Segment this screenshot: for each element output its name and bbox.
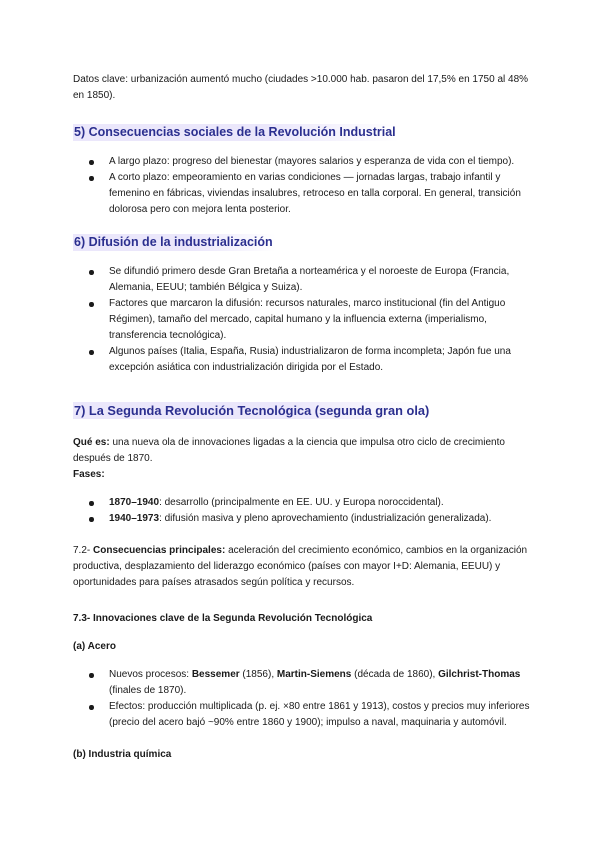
- phase-text: : difusión masiva y pleno aprovechamiento (industrialización generalizada).: [159, 513, 492, 524]
- fases-list: [73, 495, 533, 527]
- bullet-icon: [89, 517, 94, 522]
- list-item-text: A corto plazo: empeoramiento en varias condiciones — jornadas largas, trabajo infantil y femenino en fábricas, viviendas insalubres, retroceso en talla corporal. En general, transición dolorosa pero con mejora lenta posterior.: [109, 172, 521, 215]
- list-item-text: Factores que marcaron la difusión: recursos naturales, marco institucional (fin del Antiguo Régimen), tamaño del mercado, capital humano y la influencia externa (imperialismo, transferencia tecnológica).: [109, 298, 506, 341]
- bullet-icon: [89, 302, 94, 307]
- list-item: [73, 296, 533, 344]
- acero-subheading: (a) Acero: [73, 641, 116, 652]
- acero-text: (1856),: [239, 669, 277, 680]
- key-data-label: Datos clave:: [73, 74, 129, 85]
- acero-text: Nuevos procesos:: [109, 669, 192, 680]
- process-name: Martin-Siemens: [276, 669, 352, 680]
- que-es-paragraph: [73, 435, 533, 467]
- bullet-icon: [89, 270, 94, 275]
- quimica-subheading: (b) Industria química: [73, 749, 172, 760]
- phase-years: 1940–1973: [109, 513, 160, 524]
- section-6-list: [73, 264, 533, 376]
- key-data-text: urbanización aumentó mucho (ciudades >10.000 hab. pasaron del 17,5% en 1750 al 48% en 1850).: [73, 74, 529, 101]
- acero-text: Efectos: producción multiplicada (p. ej. ×80 entre 1861 y 1913), costos y precios muy inferiores (precio del acero bajó ~90% entre 1860 y 1900); impulso a naval, maquinaria y automóvil.: [109, 701, 530, 728]
- que-es-text: una nueva ola de innovaciones ligadas a la ciencia que impulsa otro ciclo de crecimiento después de 1870.: [73, 437, 505, 464]
- key-data-paragraph: [73, 72, 533, 104]
- acero-text: (finales de 1870).: [109, 685, 187, 696]
- phase-years: 1870–1940: [109, 497, 160, 508]
- consequences-label: Consecuencias principales:: [93, 545, 226, 556]
- consequences-paragraph: [73, 543, 533, 591]
- list-item-text: A largo plazo: progreso del bienestar (mayores salarios y esperanza de vida con el tiempo).: [109, 156, 515, 167]
- list-item: [73, 699, 533, 731]
- acero-text: (década de 1860),: [351, 669, 439, 680]
- list-item: [73, 170, 533, 218]
- list-item: [73, 264, 533, 296]
- bullet-icon: [89, 350, 94, 355]
- list-item: [73, 511, 533, 527]
- section-7-heading: 7) La Segunda Revolución Tecnológica (segunda gran ola): [73, 402, 432, 419]
- section-5-list: [73, 154, 533, 218]
- process-name: Gilchrist-Thomas: [438, 669, 521, 680]
- bullet-icon: [89, 705, 94, 710]
- document-content: [73, 72, 533, 775]
- fases-label-paragraph: [73, 467, 533, 483]
- list-item: [73, 154, 533, 170]
- consequences-text: aceleración del crecimiento económico, cambios en la organización productiva, desplazamiento del liderazgo económico (países con mayor I+D: Alemania, EEUU) y oportunidades para países atrasados según política y recursos.: [73, 545, 528, 588]
- innovations-subheading: 7.3- Innovaciones clave de la Segunda Revolución Tecnológica: [73, 613, 373, 624]
- list-item: [73, 667, 533, 699]
- que-es-label: Qué es:: [73, 437, 110, 448]
- bullet-icon: [89, 673, 94, 678]
- section-5-heading: 5) Consecuencias sociales de la Revolución Industrial: [73, 124, 399, 141]
- list-item-text: Se difundió primero desde Gran Bretaña a norteamérica y el noroeste de Europa (Francia, Alemania, EEUU; también Bélgica y Suiza).: [109, 266, 510, 293]
- process-name: Bessemer: [191, 669, 240, 680]
- section-5-heading-wrap: [73, 124, 533, 142]
- bullet-icon: [89, 501, 94, 506]
- list-item: [73, 344, 533, 376]
- list-item-text: Algunos países (Italia, España, Rusia) industrializaron de forma incompleta; Japón fue una excepción asiática con industrialización dirigida por el Estado.: [109, 346, 511, 373]
- fases-label: Fases:: [73, 469, 105, 480]
- phase-text: : desarrollo (principalmente en EE. UU. y Europa noroccidental).: [159, 497, 444, 508]
- acero-list: [73, 667, 533, 731]
- list-item: [73, 495, 533, 511]
- bullet-icon: [89, 176, 94, 181]
- consequences-prefix: 7.2-: [73, 545, 94, 556]
- section-6-heading-wrap: [73, 234, 533, 252]
- section-7-heading-wrap: [73, 402, 533, 421]
- section-6-heading: 6) Difusión de la industrialización: [73, 234, 276, 251]
- bullet-icon: [89, 160, 94, 165]
